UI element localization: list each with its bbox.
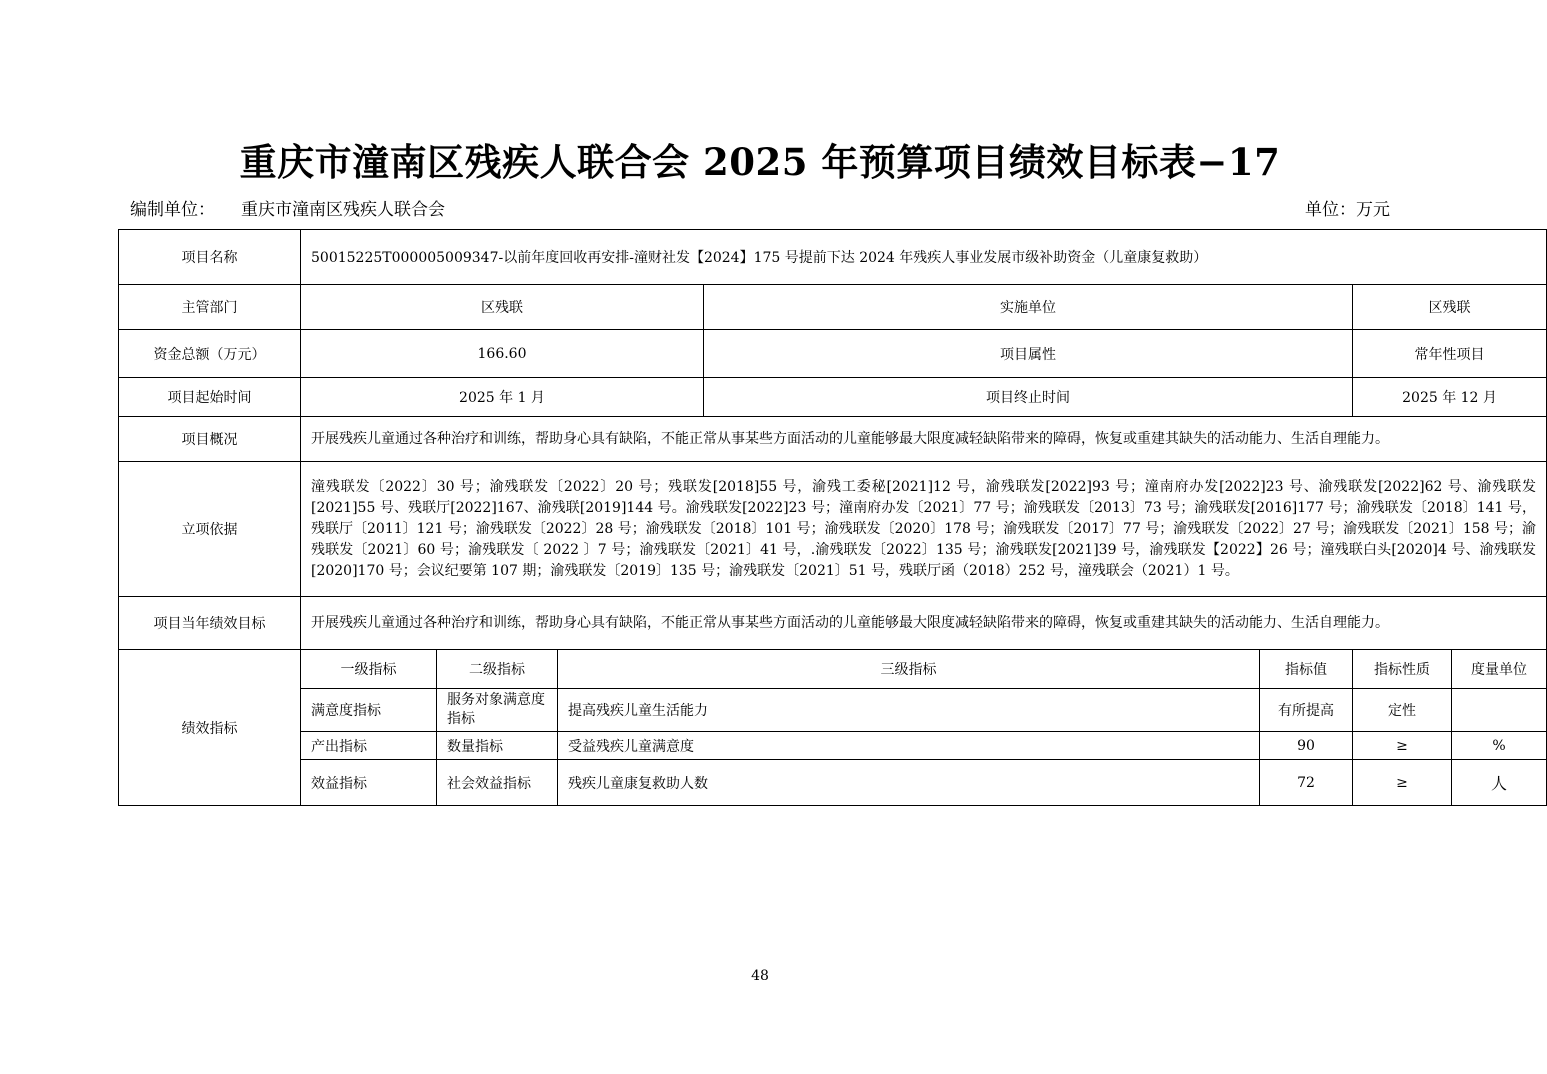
fund-label: 资金总额（万元） [119,330,301,378]
indicator-level3: 残疾儿童康复救助人数 [558,760,1260,806]
indicator-level3: 受益残疾儿童满意度 [558,732,1260,760]
page-title: 重庆市潼南区残疾人联合会 2025 年预算项目绩效目标表−17 [239,140,1281,184]
impl-unit-value: 区残联 [1353,285,1547,330]
header-unit: 度量单位 [1452,650,1547,689]
row-basis [119,462,1547,597]
end-time-value: 2025 年 12 月 [1353,378,1547,417]
compiling-unit-value: 重庆市潼南区残疾人联合会 [241,200,445,220]
dept-value: 区残联 [301,285,704,330]
row-project-name [119,230,1547,285]
indicator-row [119,760,1547,806]
indicator-value: 90 [1260,732,1353,760]
start-time-label: 项目起始时间 [119,378,301,417]
header-level3: 三级指标 [558,650,1260,689]
compiling-unit-label: 编制单位： [130,200,215,220]
start-time-value: 2025 年 1 月 [301,378,704,417]
fund-value: 166.60 [301,330,704,378]
header-level2: 二级指标 [437,650,558,689]
header-nature: 指标性质 [1353,650,1452,689]
row-time [119,378,1547,417]
indicator-value: 72 [1260,760,1353,806]
indicator-unit: % [1452,732,1547,760]
dept-label: 主管部门 [119,285,301,330]
overview-value: 开展残疾儿童通过各种治疗和训练，帮助身心具有缺陷，不能正常从事某些方面活动的儿童能够最大限度减轻缺陷带来的障碍，恢复或重建其缺失的活动能力、生活自理能力。 [301,417,1547,462]
overview-label: 项目概况 [119,417,301,462]
basis-label: 立项依据 [119,462,301,597]
performance-target-table [118,229,1547,806]
compiling-unit [130,195,445,220]
indicator-level1: 产出指标 [301,732,437,760]
header-level1: 一级指标 [301,650,437,689]
indicator-level1: 满意度指标 [301,689,437,732]
currency-unit: 单位：万元 [1305,200,1390,220]
indicator-nature: 定性 [1353,689,1452,732]
indicator-level2: 社会效益指标 [437,760,558,806]
attr-label: 项目属性 [704,330,1353,378]
project-name-label: 项目名称 [119,230,301,285]
indicators-label: 绩效指标 [119,650,301,806]
row-fund [119,330,1547,378]
row-overview [119,417,1547,462]
indicator-nature: ≥ [1353,732,1452,760]
indicator-row [119,689,1547,732]
goal-value: 开展残疾儿童通过各种治疗和训练，帮助身心具有缺陷，不能正常从事某些方面活动的儿童能够最大限度减轻缺陷带来的障碍，恢复或重建其缺失的活动能力、生活自理能力。 [301,597,1547,650]
basis-value: 潼残联发〔2022〕30 号；渝残联发〔2022〕20 号；残联发[2018]55 号，渝残工委秘[2021]12 号，渝残联发[2022]93 号；潼南府办发[2022]23 号、渝残联发[2022]62 号、渝残联发[2021]55 号、残联厅[2022]167、渝残联[2019]144 号。渝残联发[2022]23 号；潼南府办发〔2021〕77 号；渝残联发〔2013〕73 号；渝残联发[2016]177 号；渝残联发〔2018〕141 号，残联厅〔2011〕121 号；渝残联发〔2022〕28 号；渝残联发〔2018〕101 号；渝残联发〔2020〕178 号；渝残联发〔2017〕77 号；渝残联发〔2022〕27 号；渝残联发〔2021〕158 号；渝残联发〔2021〕60 号；渝残联发〔 2022 〕7 号；渝残联发〔2021〕41 号，.渝残联发〔2022〕135 号；渝残联发[2021]39 号，渝残联发【2022】26 号；潼残联白头[2020]4 号、渝残联发[2020]170 号；会议纪要第 107 期；渝残联发〔2019〕135 号；渝残联发〔2021〕51 号，残联厅函（2018）252 号，潼残联会（2021）1 号。 [301,462,1547,597]
indicator-level1: 效益指标 [301,760,437,806]
header-value: 指标值 [1260,650,1353,689]
indicator-row [119,732,1547,760]
indicator-level3: 提高残疾儿童生活能力 [558,689,1260,732]
indicator-value: 有所提高 [1260,689,1353,732]
row-dept [119,285,1547,330]
indicator-level2: 服务对象满意度指标 [437,689,558,732]
indicator-unit [1452,689,1547,732]
impl-unit-label: 实施单位 [704,285,1353,330]
indicator-header-row [119,650,1547,689]
indicator-unit: 人 [1452,760,1547,806]
page-number: 48 [751,968,769,984]
end-time-label: 项目终止时间 [704,378,1353,417]
attr-value: 常年性项目 [1353,330,1547,378]
goal-label: 项目当年绩效目标 [119,597,301,650]
project-name-value: 50015225T000005009347-以前年度回收再安排-潼财社发【2024】175 号提前下达 2024 年残疾人事业发展市级补助资金（儿童康复救助） [301,230,1547,285]
indicator-nature: ≥ [1353,760,1452,806]
indicator-level2: 数量指标 [437,732,558,760]
row-goal [119,597,1547,650]
